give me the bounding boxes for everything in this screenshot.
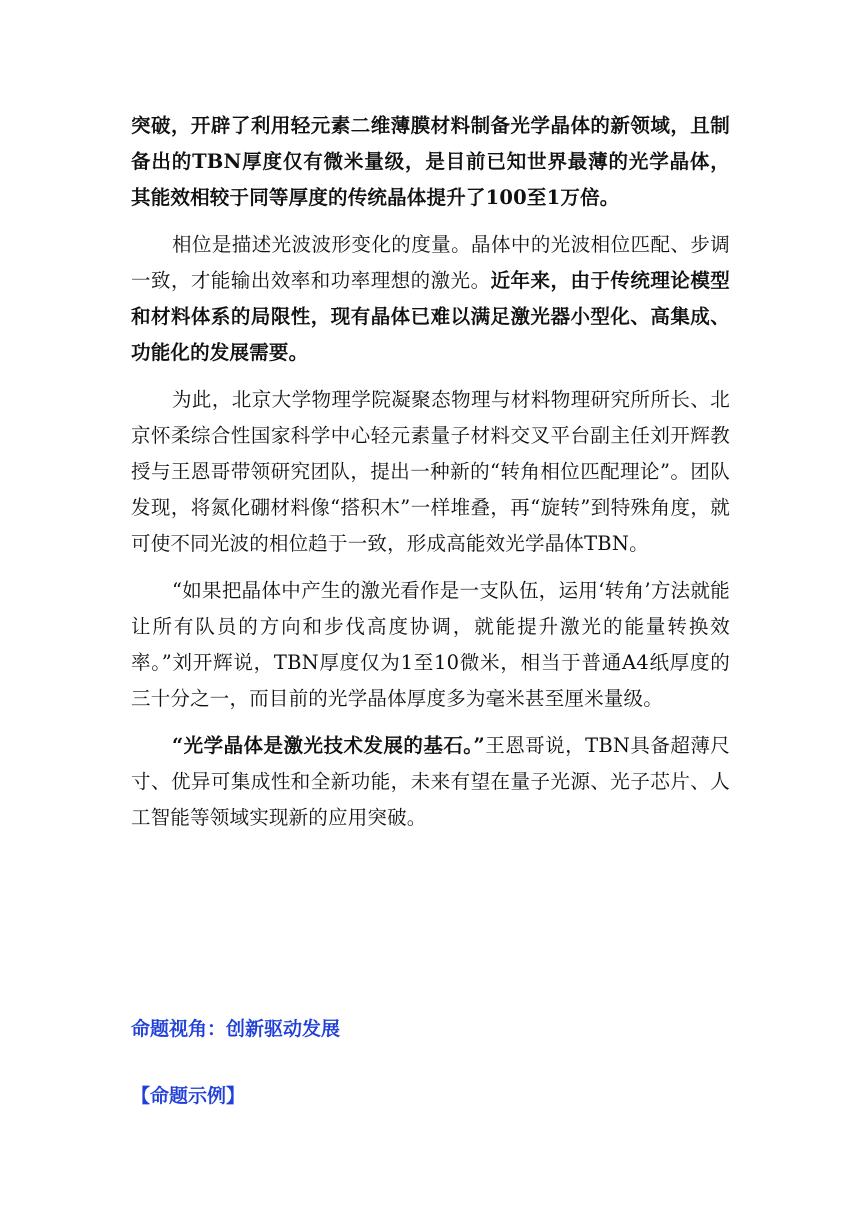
paragraph-2-bold-text: 近年来，由于传统理论模型和材料体系的局限性，现有晶体已难以满足激光器小型化、高集成、功能化的发展需要。 (131, 269, 730, 364)
paragraph-2-text: 相位是描述光波波形变化的度量。晶体中的光波相位匹配、步调一致，才能输出效率和功率理想的激光。 (131, 233, 730, 292)
paragraph-1: 突破，开辟了利用轻元素二维薄膜材料制备光学晶体的新领域，且制备出的TBN厚度仅有微米量级，是目前已知世界最薄的光学晶体，其能效相较于同等厚度的传统晶体提升了100至1万倍。 (131, 114, 730, 209)
paragraph-5-text: 王恩哥说，TBN具备超薄尺寸、优异可集成性和全新功能，未来有望在量子光源、光子芯片、人工智能等领域实现新的应用突破。 (131, 734, 730, 829)
paragraph-3: 为此，北京大学物理学院凝聚态物理与材料物理研究所所长、北京怀柔综合性国家科学中心轻元素量子材料交叉平台副主任刘开辉教授与王恩哥带领研究团队，提出一种新的“转角相位匹配理论”。团队发现，将氮化硼材料像“搭积木”一样堆叠，再“旋转”到特殊角度，就可使不同光波的相位趋于一致，形成高能效光学晶体TBN。 (131, 388, 730, 555)
example-heading: 【命题示例】 (131, 1085, 246, 1107)
paragraph-5 (131, 728, 730, 836)
perspective-heading: 命题视角：创新驱动发展 (131, 1018, 341, 1040)
paragraph-4: “如果把晶体中产生的激光看作是一支队伍，运用‘转角’方法就能让所有队员的方向和步伐高度协调，就能提升激光的能量转换效率。”刘开辉说，TBN厚度仅为1至10微米，相当于普通A4纸厚度的三十分之一，而目前的光学晶体厚度多为毫米甚至厘米量级。 (131, 579, 730, 710)
paragraph-5-bold-quote: “光学晶体是激光技术发展的基石。” (171, 734, 485, 757)
paragraph-2 (131, 227, 730, 371)
